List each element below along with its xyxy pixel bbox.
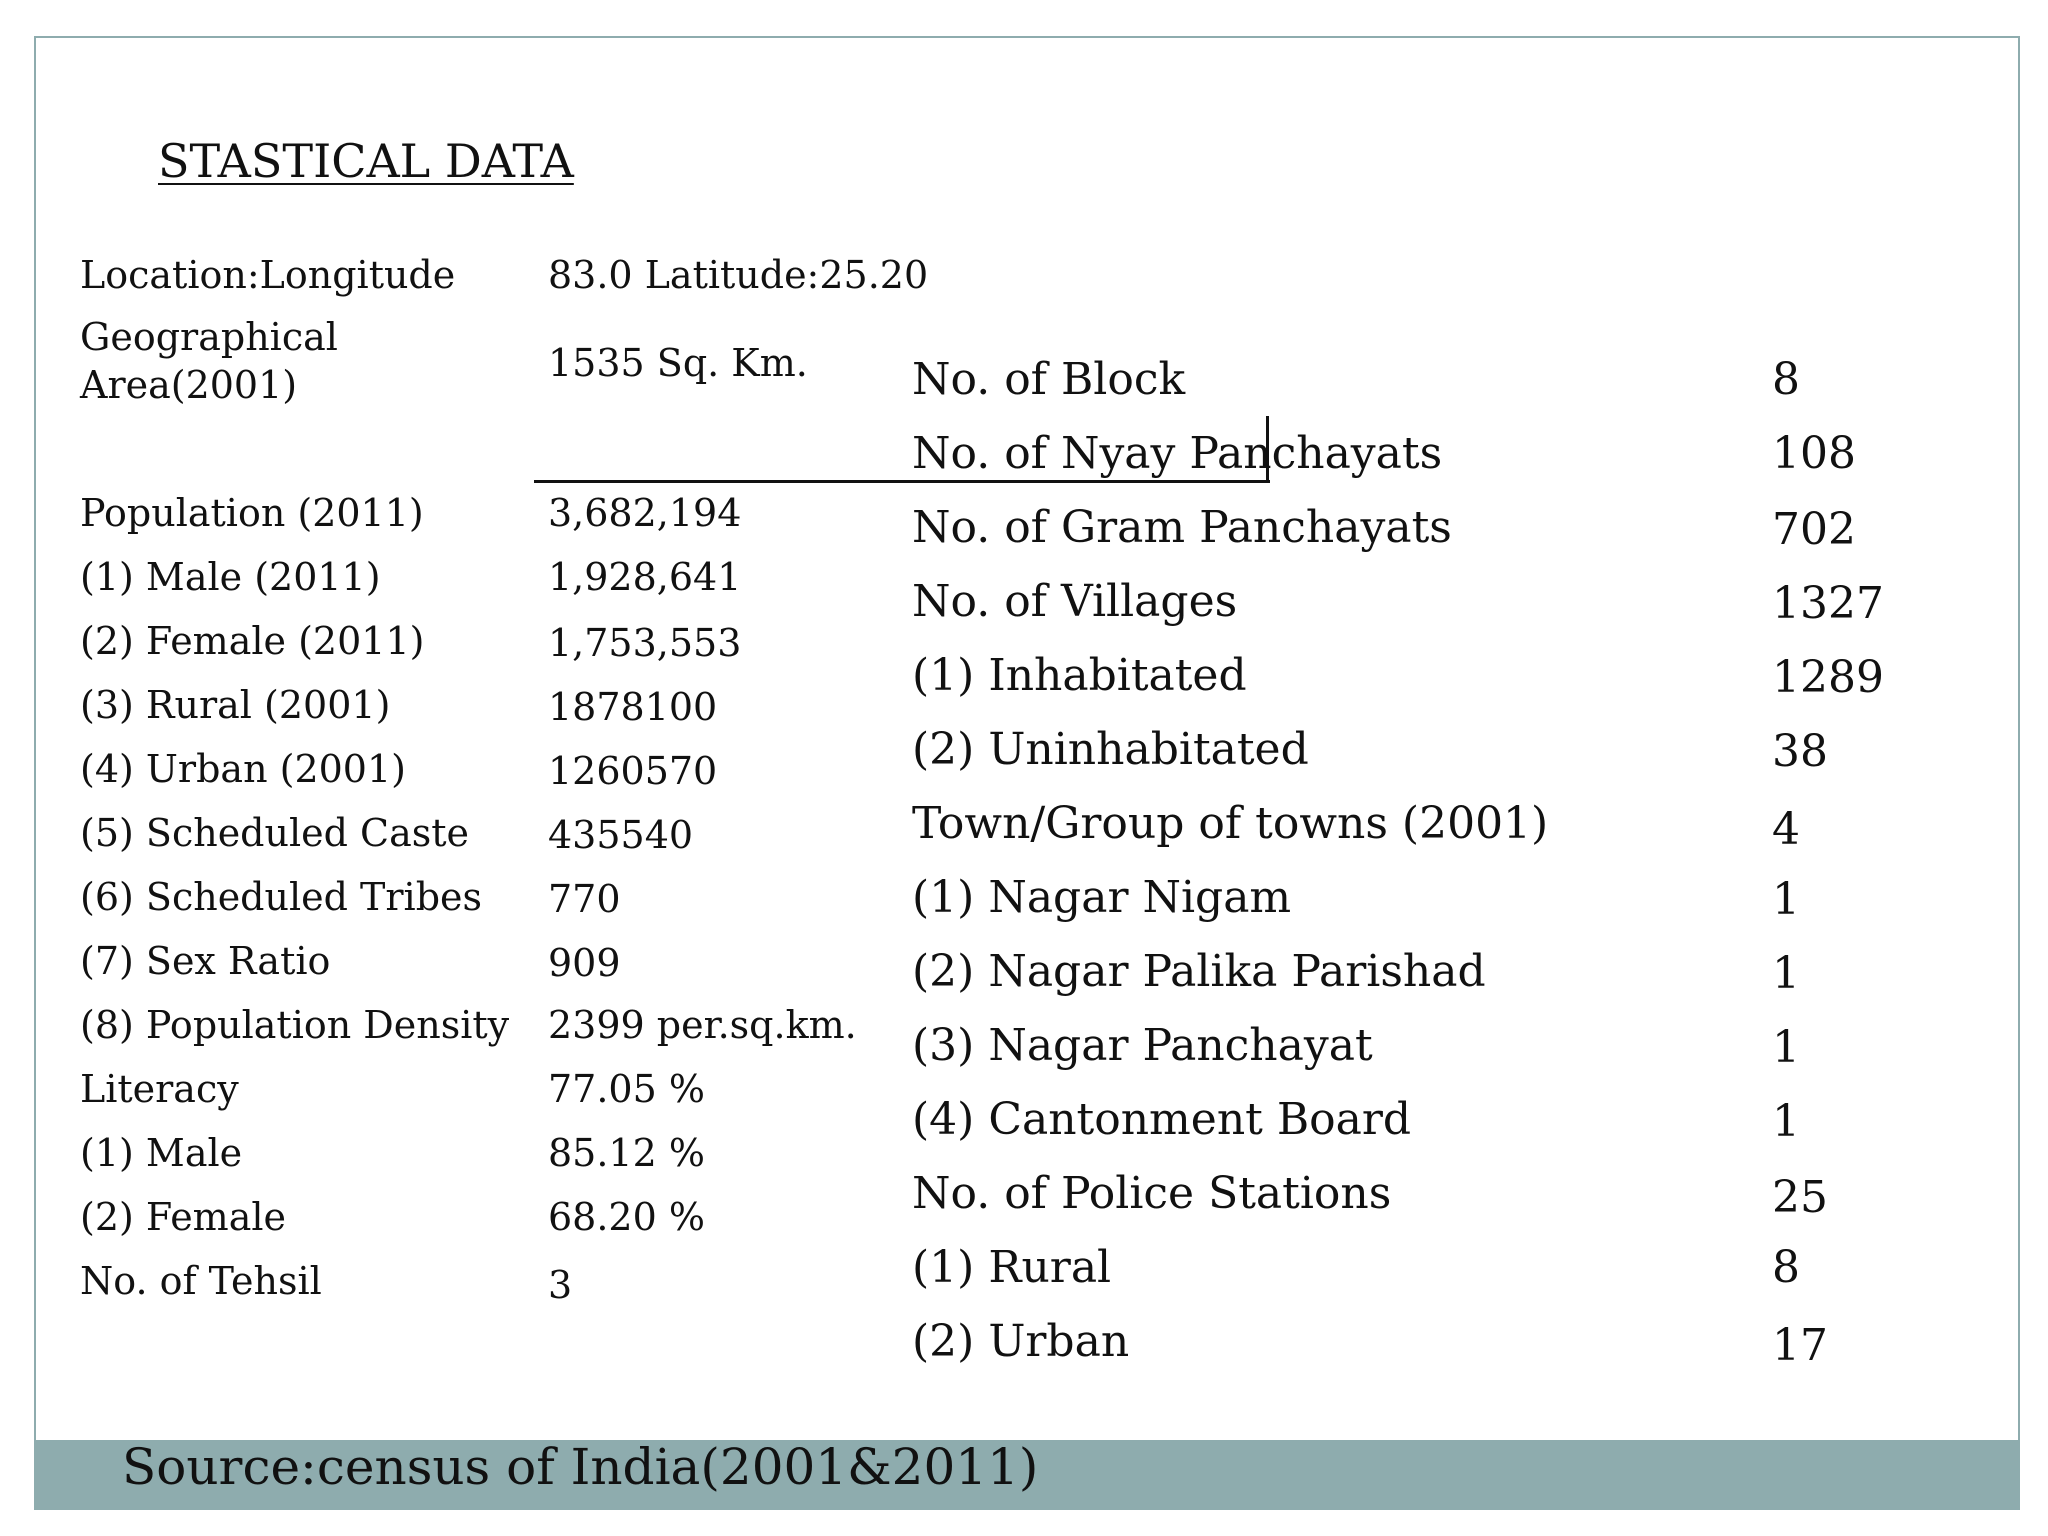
left-row-value: 85.12 % [548, 1131, 705, 1175]
right-row-value: 1289 [1772, 652, 1884, 703]
left-row-label: (2) Female [80, 1195, 287, 1239]
left-row-value: 83.0 Latitude:25.20 [548, 253, 929, 297]
right-row-label: No. of Police Stations [912, 1168, 1392, 1219]
left-row-value: 2399 per.sq.km. [548, 1003, 857, 1047]
left-row-label: (6) Scheduled Tribes [80, 875, 483, 919]
right-row-label: (2) Nagar Palika Parishad [912, 946, 1486, 997]
right-row-label: No. of Villages [912, 576, 1238, 627]
left-row-label: Literacy [80, 1067, 239, 1111]
left-row-value: 909 [548, 941, 621, 985]
right-row-label: (1) Rural [912, 1242, 1112, 1293]
right-row-label: (1) Inhabitated [912, 650, 1247, 701]
left-row-label: No. of Tehsil [80, 1259, 322, 1303]
source-note: Source:census of India(2001&2011) [122, 1438, 1039, 1496]
right-row-label: (1) Nagar Nigam [912, 872, 1292, 923]
left-row-value: 3 [548, 1263, 573, 1307]
left-row-value: 68.20 % [548, 1195, 705, 1239]
right-row-value: 1 [1772, 1096, 1800, 1147]
right-row-value: 1 [1772, 948, 1800, 999]
left-row-label: (1) Male [80, 1131, 243, 1175]
right-row-label: No. of Nyay Panchayats [912, 428, 1443, 479]
right-row-value: 1327 [1772, 578, 1884, 629]
left-row-label: Population (2011) [80, 491, 424, 535]
right-row-value: 1 [1772, 874, 1800, 925]
left-row-value: 435540 [548, 813, 694, 857]
left-row-value: 1878100 [548, 685, 718, 729]
left-row-value: 1,928,641 [548, 555, 742, 599]
right-row-value: 8 [1772, 354, 1800, 405]
right-row-label: No. of Block [912, 354, 1186, 405]
left-row-value: 770 [548, 877, 621, 921]
right-row-label: (2) Urban [912, 1316, 1130, 1367]
left-row-label: (3) Rural (2001) [80, 683, 391, 727]
left-row-value: 1260570 [548, 749, 718, 793]
left-row-label: Geographical [80, 315, 338, 359]
right-row-label: (3) Nagar Panchayat [912, 1020, 1373, 1071]
left-row-label: (4) Urban (2001) [80, 747, 406, 791]
left-row-label: (1) Male (2011) [80, 555, 381, 599]
left-row-value: 1535 Sq. Km. [548, 341, 808, 385]
left-row-label: (8) Population Density [80, 1003, 510, 1047]
right-row-value: 1 [1772, 1022, 1800, 1073]
right-row-value: 25 [1772, 1172, 1828, 1223]
right-row-value: 38 [1772, 726, 1828, 777]
right-row-label: (4) Cantonment Board [912, 1094, 1412, 1145]
left-row-label: Area(2001) [80, 363, 298, 407]
left-row-label: (5) Scheduled Caste [80, 811, 470, 855]
left-row-label: Location:Longitude [80, 253, 456, 297]
right-row-label: Town/Group of towns (2001) [912, 798, 1549, 849]
right-row-label: (2) Uninhabitated [912, 724, 1309, 775]
left-row-label: (7) Sex Ratio [80, 939, 331, 983]
left-row-value: 1,753,553 [548, 621, 742, 665]
left-row-label: (2) Female (2011) [80, 619, 425, 663]
right-row-value: 702 [1772, 504, 1856, 555]
right-row-value: 8 [1772, 1242, 1800, 1293]
left-row-value: 77.05 % [548, 1067, 705, 1111]
right-row-label: No. of Gram Panchayats [912, 502, 1452, 553]
right-row-value: 108 [1772, 428, 1856, 479]
right-row-value: 17 [1772, 1320, 1828, 1371]
left-row-value: 3,682,194 [548, 491, 742, 535]
right-row-value: 4 [1772, 804, 1800, 855]
horizontal-divider [534, 480, 1270, 483]
page-title: STASTICAL DATA [158, 134, 574, 188]
